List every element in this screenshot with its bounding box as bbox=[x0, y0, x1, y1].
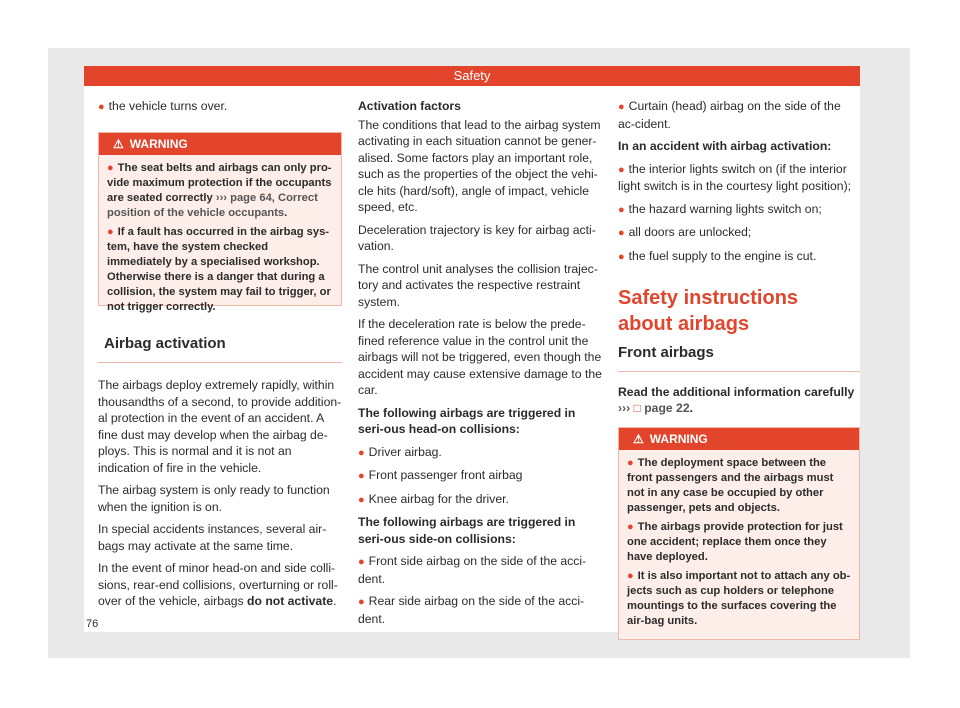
bullet-dot-icon: ● bbox=[358, 470, 365, 482]
list-item-text: Knee airbag for the driver. bbox=[368, 491, 509, 506]
column-3 bbox=[618, 98, 860, 640]
list-item bbox=[358, 593, 602, 627]
paragraph: The airbags deploy extremely rapidly, within thousandths of a second, to provide addition-al protection in the event of an accident. A fine dust may develop when the airbag de-ploys. This is normal and it is not an indication of fire in the vehicle. bbox=[98, 378, 342, 475]
chapter-title: Safety instructions about airbags bbox=[618, 287, 799, 335]
book-icon: □ bbox=[633, 401, 641, 415]
paragraph bbox=[98, 560, 342, 610]
column-2 bbox=[358, 98, 602, 633]
list-item-text: all doors are unlocked; bbox=[628, 225, 752, 239]
section-heading bbox=[98, 336, 342, 364]
warning-item bbox=[627, 456, 851, 516]
warning-header bbox=[99, 133, 341, 155]
bullet-dot-icon: ● bbox=[358, 446, 365, 459]
paragraph: The conditions that lead to the airbag system activating in each situation cannot be gener-alised. Some factors play an important role, such as the properties of the object the vehi-cle hits (hard/soft), angle of impact, vehicle speed, etc. bbox=[358, 117, 601, 214]
column-1 bbox=[98, 98, 342, 616]
warning-box bbox=[618, 427, 860, 640]
page-link[interactable]: page 22 bbox=[644, 401, 690, 415]
bullet-dot-icon: ● bbox=[358, 596, 365, 608]
list-item bbox=[618, 224, 860, 242]
bullet-dot-icon: ● bbox=[627, 456, 634, 469]
bullet-dot-icon: ● bbox=[618, 250, 625, 263]
list-item-text: Front passenger front airbag bbox=[368, 468, 523, 482]
list-item-text: the interior lights switch on (if the interior light switch is in the courtesy light position); bbox=[618, 161, 852, 193]
list-item-text: Driver airbag. bbox=[368, 444, 442, 459]
warning-item-end: . bbox=[284, 206, 288, 219]
warning-header bbox=[619, 428, 859, 450]
list-item-text: Front side airbag on the side of the acci-dent. bbox=[358, 554, 587, 586]
paragraph: If the deceleration rate is below the prede-fined reference value in the control unit the airbags will not be triggered, even though the accident may cause extensive damage to the car. bbox=[358, 317, 602, 397]
paragraph: The airbag system is only ready to function when the ignition is on. bbox=[98, 483, 330, 514]
warning-item-text: The deployment space between the front passengers and the airbags must not in any case be occupied by other passenger, pets and objects. bbox=[627, 456, 834, 514]
warning-item bbox=[627, 520, 851, 565]
warning-item bbox=[627, 569, 851, 629]
warning-triangle-icon: ⚠ bbox=[113, 136, 124, 151]
list-item bbox=[358, 553, 602, 587]
bullet-dot-icon: ● bbox=[107, 161, 114, 174]
bullet-dot-icon: ● bbox=[618, 227, 625, 239]
warning-item-text: If a fault has occurred in the airbag sys-tem, have the system checked immediately by a specialised workshop. Otherwise there is a danger that during a collision, the system may fail to trigger, or not trigger correctly. bbox=[107, 225, 331, 313]
bullet-dot-icon: ● bbox=[627, 520, 634, 533]
section-title: Front airbags bbox=[618, 344, 714, 361]
warning-item bbox=[107, 161, 333, 221]
warning-item bbox=[107, 225, 333, 315]
subheading: The following airbags are triggered in seri-ous head-on collisions: bbox=[358, 405, 576, 436]
list-item bbox=[98, 98, 342, 116]
paragraph: The control unit analyses the collision trajec-tory and activates the respective restraint system. bbox=[358, 261, 598, 309]
warning-body bbox=[619, 450, 859, 639]
read-more-text: Read the additional information carefully bbox=[618, 384, 855, 399]
bullet-dot-icon: ● bbox=[98, 101, 105, 113]
warning-title: WARNING bbox=[649, 431, 708, 446]
list-item bbox=[618, 161, 860, 195]
bullet-dot-icon: ● bbox=[618, 203, 625, 216]
warning-body bbox=[99, 155, 341, 325]
warning-item-text: The airbags provide protection for just one accident; replace them once they have deployed. bbox=[627, 520, 843, 563]
warning-title: WARNING bbox=[129, 136, 188, 151]
paragraph-text: In the event of minor head-on and side colli-sions, rear-end collisions, overturning or roll-over of the vehicle, airbags bbox=[98, 561, 338, 608]
list-item bbox=[358, 444, 602, 462]
section-divider bbox=[618, 371, 860, 372]
arrow-icon: ››› bbox=[618, 401, 631, 415]
bullet-dot-icon: ● bbox=[358, 493, 365, 506]
emphasis-text: do not activate bbox=[247, 594, 334, 608]
page-number: 76 bbox=[86, 618, 99, 630]
read-more-end: . bbox=[689, 401, 693, 415]
list-item-text: the hazard warning lights switch on; bbox=[628, 201, 822, 216]
section-heading bbox=[618, 345, 860, 372]
list-item-text: the vehicle turns over. bbox=[108, 99, 228, 113]
subheading: The following airbags are triggered in seri-ous side-on collisions: bbox=[358, 515, 576, 546]
list-item bbox=[618, 98, 860, 132]
bullet-dot-icon: ● bbox=[627, 569, 634, 582]
paragraph-end: . bbox=[333, 594, 337, 608]
subheading: Activation factors bbox=[358, 99, 461, 113]
bullet-dot-icon: ● bbox=[618, 101, 625, 113]
list-item bbox=[358, 491, 602, 509]
paragraph: Deceleration trajectory is key for airbag acti-vation. bbox=[358, 222, 596, 253]
list-item bbox=[358, 467, 602, 485]
list-item-text: Rear side airbag on the side of the acci-dent. bbox=[358, 594, 585, 626]
list-item bbox=[618, 248, 860, 266]
warning-box bbox=[98, 132, 342, 313]
page-header: Safety bbox=[84, 66, 860, 86]
list-item-text: Curtain (head) airbag on the side of the ac-cident. bbox=[618, 99, 841, 131]
subheading: In an accident with airbag activation: bbox=[618, 139, 832, 153]
warning-triangle-icon: ⚠ bbox=[633, 431, 644, 446]
list-item-text: the fuel supply to the engine is cut. bbox=[628, 248, 817, 263]
list-item bbox=[618, 201, 860, 219]
bullet-dot-icon: ● bbox=[618, 163, 625, 176]
read-more bbox=[618, 384, 860, 417]
bullet-dot-icon: ● bbox=[107, 225, 114, 238]
bullet-dot-icon: ● bbox=[358, 556, 365, 568]
page-link[interactable]: ››› page 64, Correct position of the vehicle occupants bbox=[107, 191, 318, 219]
warning-item-text: The seat belts and airbags can only pro-vide maximum protection if the occupants are seated correctly bbox=[107, 161, 332, 204]
warning-item-text: It is also important not to attach any ob-jects such as cup holders or telephone mountings to the surfaces covering the air-bag units. bbox=[627, 569, 851, 627]
section-divider bbox=[98, 362, 342, 363]
section-title: Airbag activation bbox=[104, 334, 226, 352]
paragraph: In special accidents instances, several air-bags may activate at the same time. bbox=[98, 522, 327, 553]
